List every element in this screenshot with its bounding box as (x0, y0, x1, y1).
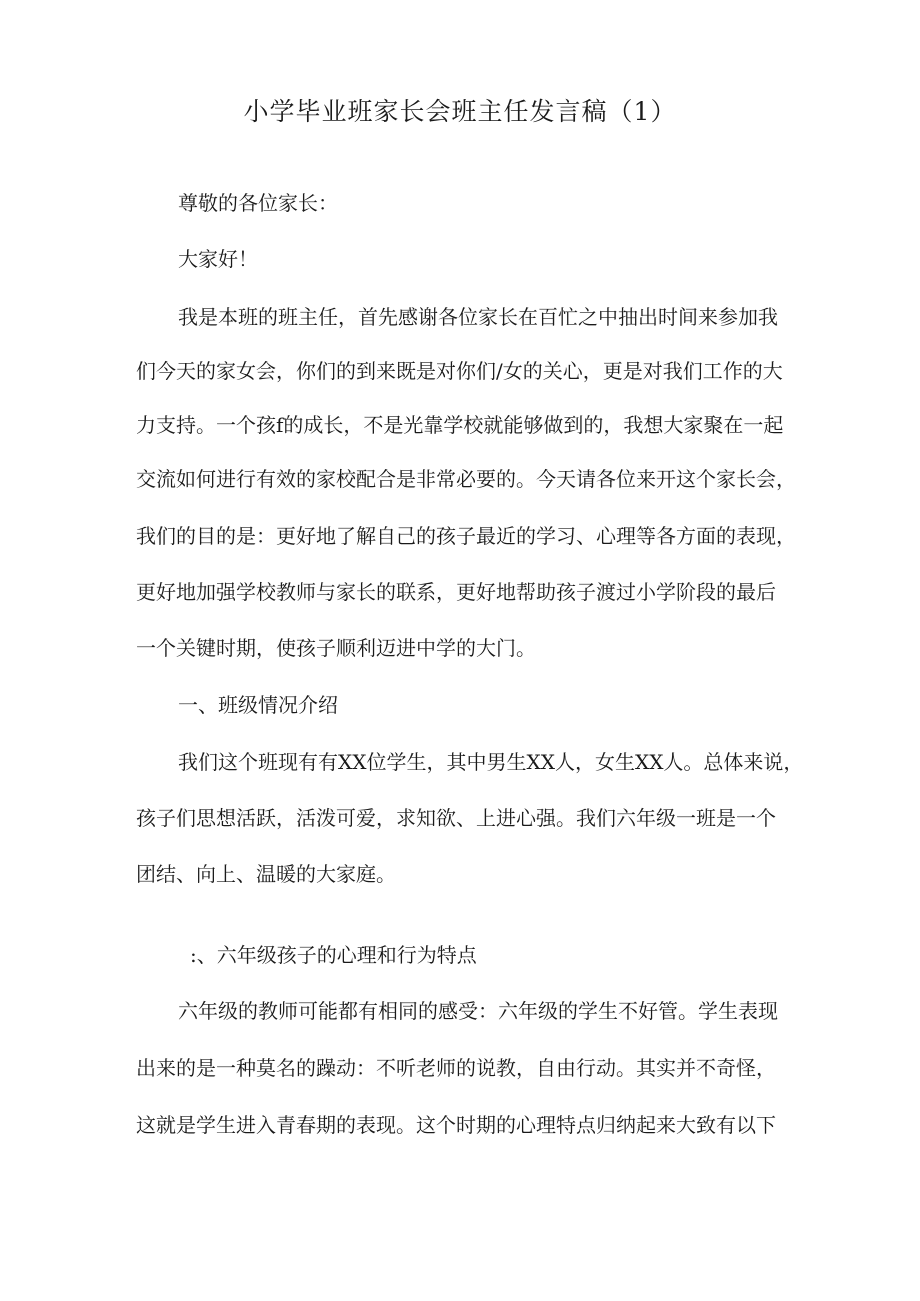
paragraph3-line: 六年级的教师可能都有相同的感受：六年级的学生不好管。学生表现 (178, 999, 778, 1023)
document-title: 小学毕业班家长会班主任发言稿（1） (243, 97, 677, 126)
paragraph1-line: 更好地加强学校教师与家长的联系，更好地帮助孩子渡过小学阶段的最后 (136, 580, 776, 604)
paragraph2-line: 我们这个班现有有XX位学生，其中男生XX人，女生XX人。总体来说， (178, 750, 804, 774)
paragraph1-line: 们今天的家女会，你们的到来既是对你们/女的关心，更是对我们工作的大 (136, 359, 783, 383)
hello-text: 大家好！ (178, 247, 258, 271)
paragraph3-line: 出来的是一种莫名的躁动：不听老师的说教，自由行动。其实并不奇怪， (136, 1056, 776, 1080)
paragraph2-line: 孩子们思想活跃，活泼可爱，求知欲、上进心强。我们六年级一班是一个 (136, 806, 776, 830)
greeting-text: 尊敬的各位家长： (178, 191, 338, 215)
section-heading-class-overview: 一、班级情况介绍 (178, 693, 338, 717)
paragraph1-line: 我们的目的是：更好地了解自己的孩子最近的学习、心理等各方面的表现， (136, 524, 796, 548)
paragraph1-line: 交流如何进行有效的家校配合是非常必要的。今天请各位来开这个家长会， (136, 467, 796, 491)
paragraph3-line: 这就是学生进入青春期的表现。这个时期的心理特点归纳起来大致有以下 (136, 1113, 776, 1137)
section-heading-grade-six-traits: :、六年级孩子的心理和行为特点 (190, 943, 477, 967)
paragraph2-line: 团结、向上、温暖的大家庭。 (136, 862, 396, 886)
paragraph1-line: 我是本班的班主任，首先感谢各位家长在百忙之中抽出时间来参加我 (178, 305, 778, 329)
paragraph1-line: 一个关键时期，使孩子顺利迈进中学的大门。 (136, 636, 536, 660)
paragraph1-line: 力支持。一个孩f的成长，不是光靠学校就能够做到的，我想大家聚在一起 (136, 413, 784, 437)
